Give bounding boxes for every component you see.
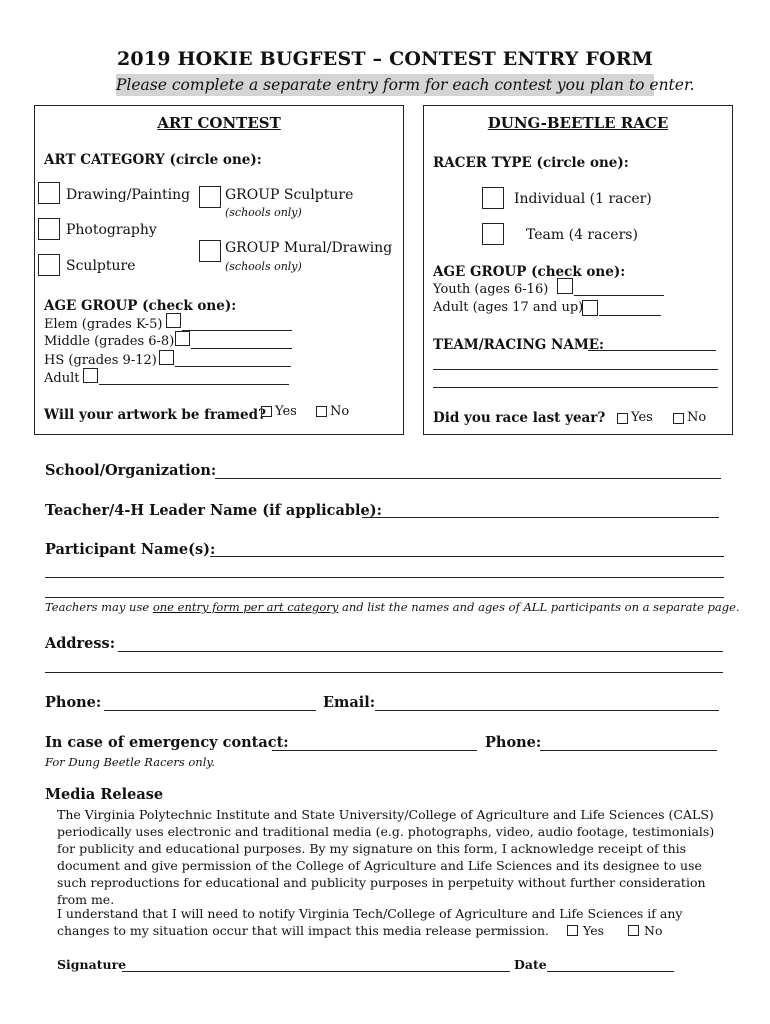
age-hs-label: HS (grades 9-12)	[44, 353, 157, 368]
teachers-note: Teachers may use one entry form per art category and list the names and ages of ALL participants on a separate page.	[45, 600, 740, 614]
art-contest-heading: ART CONTEST	[157, 114, 281, 132]
raced-no-checkbox[interactable]	[673, 413, 684, 424]
age-adult-label: Adult	[44, 371, 80, 386]
framed-question: Will your artwork be framed?	[44, 407, 266, 423]
raced-question: Did you race last year?	[433, 410, 606, 426]
age-elem-checkbox[interactable]	[166, 313, 181, 328]
participants-line-2[interactable]	[45, 577, 724, 578]
adult-checkbox[interactable]	[582, 300, 598, 316]
media-yes-label: Yes	[583, 923, 605, 938]
beetle-only-note: For Dung Beetle Racers only.	[45, 755, 216, 769]
individual-checkbox[interactable]	[482, 187, 504, 209]
age-hs-line	[175, 366, 291, 367]
drawing-checkbox[interactable]	[38, 182, 60, 204]
media-no-label: No	[644, 923, 663, 938]
emergency-phone-line[interactable]	[540, 750, 717, 751]
date-label: Date	[514, 957, 547, 972]
youth-line	[574, 295, 664, 296]
framed-no-label: No	[330, 404, 350, 419]
email-line[interactable]	[375, 710, 719, 711]
media-notify-paragraph: I understand that I will need to notify Virginia Tech/College of Agriculture and Life Sciences if any changes to my situation occur that will impact this media release permission. Yes No	[57, 906, 683, 938]
sculpture-label: Sculpture	[66, 258, 136, 274]
group-sculpture-label: GROUP Sculpture	[225, 187, 354, 203]
date-line[interactable]	[547, 971, 674, 972]
photography-label: Photography	[66, 222, 157, 238]
framed-yes-checkbox[interactable]	[261, 406, 272, 417]
youth-checkbox[interactable]	[557, 278, 573, 294]
age-adult-checkbox[interactable]	[83, 368, 98, 383]
age-hs-checkbox[interactable]	[159, 350, 174, 365]
racer-type-label: RACER TYPE (circle one):	[433, 155, 629, 171]
age-middle-line	[191, 348, 292, 349]
media-no-checkbox[interactable]	[628, 925, 639, 936]
media-yes-checkbox[interactable]	[567, 925, 578, 936]
team-name-label: TEAM/RACING NAME:	[433, 337, 605, 353]
emergency-line[interactable]	[272, 750, 477, 751]
media-release-paragraph: The Virginia Polytechnic Institute and State University/College of Agriculture and Life Sciences (CALS) periodically uses electronic and traditional media (e.g. photographs, video, audio footage, testimonials) for publicity and educational purposes. By my signature on this form, I acknowledge receipt of this document and give permission of the College of Agriculture and Life Sciences and its designee to use such reproductions for educational and publicity purposes in perpetuity without further consideration from me.	[57, 807, 715, 907]
team-label: Team (4 racers)	[526, 227, 638, 243]
age-elem-line	[182, 330, 292, 331]
age-middle-checkbox[interactable]	[175, 331, 190, 346]
age-elem-label: Elem (grades K-5)	[44, 317, 163, 332]
youth-label: Youth (ages 6-16)	[433, 282, 549, 297]
address-label: Address:	[45, 635, 116, 652]
school-label: School/Organization:	[45, 462, 217, 479]
sculpture-checkbox[interactable]	[38, 254, 60, 276]
teacher-line[interactable]	[362, 517, 719, 518]
teacher-label: Teacher/4-H Leader Name (if applicable):	[45, 502, 382, 519]
address-line-2[interactable]	[45, 672, 723, 673]
participants-line-1[interactable]	[210, 556, 724, 557]
framed-yes-label: Yes	[275, 404, 297, 419]
signature-label: Signature	[57, 957, 127, 972]
raced-yes-checkbox[interactable]	[617, 413, 628, 424]
media-release-heading: Media Release	[45, 786, 164, 803]
raced-no-label: No	[687, 410, 707, 425]
adult-label: Adult (ages 17 and up)	[433, 300, 584, 315]
beetle-race-heading: DUNG-BEETLE RACE	[487, 114, 669, 132]
form-subtitle: Please complete a separate entry form for each contest you plan to enter.	[116, 76, 695, 94]
beetle-age-label: AGE GROUP (check one):	[433, 264, 626, 280]
group-sculpture-note: (schools only)	[225, 206, 302, 219]
team-name-line-2[interactable]	[433, 369, 718, 370]
framed-no-checkbox[interactable]	[316, 406, 327, 417]
raced-yes-label: Yes	[631, 410, 653, 425]
age-middle-label: Middle (grades 6-8)	[44, 334, 175, 349]
age-adult-line	[99, 384, 289, 385]
individual-label: Individual (1 racer)	[514, 191, 652, 207]
group-mural-note: (schools only)	[225, 260, 302, 273]
group-mural-label: GROUP Mural/Drawing	[225, 240, 393, 256]
phone-line[interactable]	[104, 710, 316, 711]
team-name-line-3[interactable]	[433, 387, 718, 388]
adult-line	[599, 315, 661, 316]
email-label: Email:	[323, 694, 376, 711]
team-checkbox[interactable]	[482, 223, 504, 245]
participants-line-3[interactable]	[45, 597, 724, 598]
participants-label: Participant Name(s):	[45, 541, 216, 558]
art-age-label: AGE GROUP (check one):	[44, 298, 237, 314]
drawing-label: Drawing/Painting	[66, 187, 191, 203]
phone-label: Phone:	[45, 694, 102, 711]
group-sculpture-checkbox[interactable]	[199, 186, 221, 208]
group-mural-checkbox[interactable]	[199, 240, 221, 262]
address-line-1[interactable]	[118, 651, 723, 652]
form-title: 2019 HOKIE BUGFEST – CONTEST ENTRY FORM	[116, 48, 654, 70]
photography-checkbox[interactable]	[38, 218, 60, 240]
school-line[interactable]	[215, 478, 721, 479]
emergency-phone-label: Phone:	[485, 734, 542, 751]
team-name-line-1[interactable]	[588, 350, 716, 351]
emergency-label: In case of emergency contact:	[45, 734, 289, 751]
art-category-label: ART CATEGORY (circle one):	[44, 152, 262, 168]
signature-line[interactable]	[122, 971, 510, 972]
